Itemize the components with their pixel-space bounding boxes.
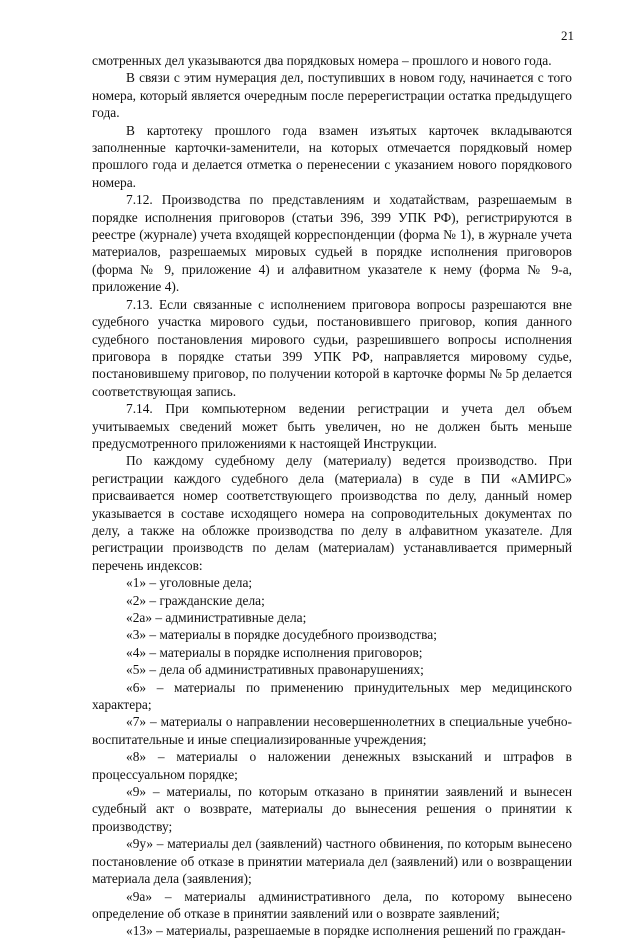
list-item: «8» – материалы о наложении денежных взысканий и штрафов в процессуальном порядке;: [92, 749, 572, 782]
list-item: «5» – дела об административных правонарушениях;: [126, 662, 424, 678]
list-item: «7» – материалы о направлении несовершеннолетних в специальные учебно-воспитательные и иные специализированные учреждения;: [92, 714, 572, 747]
page-number: 21: [561, 28, 574, 43]
document-body: [92, 52, 572, 940]
list-item: «13» – материалы, разрешаемые в порядке исполнения решений по граждан-: [126, 923, 566, 939]
list-item: «6» – материалы по применению принудительных мер медицинского характера;: [92, 679, 572, 713]
paragraph: В связи с этим нумерация дел, поступивших в новом году, начинается с того номера, который является очередным после перерегистрации остатка предыдущего года.: [92, 70, 572, 121]
list-item: «9а» – материалы административного дела, по которому вынесено определение об отказе в принятии заявлений или о возврате заявлений;: [92, 888, 572, 921]
paragraph-7-13: 7.13. Если связанные с исполнением приговора вопросы разрешаются вне судебного участка мирового судьи, постановившего приговор, копия данного судебного постановления мирового судьи, разрешившего вопросы исполнения приговора в порядке статьи 399 УПК РФ, направляется мировому судье, постановившему приговор, по получении которой в карточке формы № 5р делается соответствующая запись.: [92, 296, 572, 399]
list-item: «1» – уголовные дела;: [126, 575, 253, 591]
list-item: «9» – материалы, по которым отказано в принятии заявлений и вынесен судебный акт о возврате, материалы до вынесения решения о принятии к производству;: [92, 784, 572, 834]
paragraph-7-12: 7.12. Производства по представлениям и ходатайствам, разрешаемым в порядке исполнения приговоров (статьи 396, 399 УПК РФ), регистрируются в реестре (журнале) учета входящей корреспонденции (форма № 1), в журнале учета материалов, разрешаемых мировых судьей в порядке исполнения приговоров (форма № 9, приложение 4) и алфавитном указателе к нему (форма № 9-а, приложение 4).: [92, 192, 572, 295]
paragraph: По каждому судебному делу (материалу) ведется производство. При регистрации каждого судебного дела (материала) в суде в ПИ «АМИРС» присваивается номер соответствующего производства по делу, данный номер указывается в составе исходящего номера на сопроводительных документах по делу, а также на обложке производства по делу в алфавитном указателе. Для регистрации производств по делам (материалам) устанавливается примерный перечень индексов:: [92, 453, 572, 573]
list-item: «2» – гражданские дела;: [126, 592, 265, 608]
paragraph: В картотеку прошлого года взамен изъятых карточек вкладываются заполненные карточки-заменители, на которых отмечается порядковый номер прошлого года и делается отметка о перенесении с указанием нового порядкового номера.: [92, 122, 572, 190]
paragraph: смотренных дел указываются два порядковых номера – прошлого и нового года.: [92, 53, 552, 68]
list-item: «3» – материалы в порядке досудебного производства;: [126, 627, 437, 643]
list-item: «9у» – материалы дел (заявлений) частного обвинения, по которым вынесено постановление об отказе в принятии материала дел (заявлений) или о возвращении материала дела (заявления);: [92, 836, 572, 887]
index-list: [92, 574, 572, 940]
list-item: «4» – материалы в порядке исполнения приговоров;: [126, 644, 423, 660]
list-item: «2а» – административные дела;: [126, 610, 307, 625]
paragraph-7-14: 7.14. При компьютерном ведении регистрации и учета дел объем учитываемых сведений может быть увеличен, но не должен быть меньше предусмотренного приложениями к настоящей Инструкции.: [92, 401, 572, 451]
